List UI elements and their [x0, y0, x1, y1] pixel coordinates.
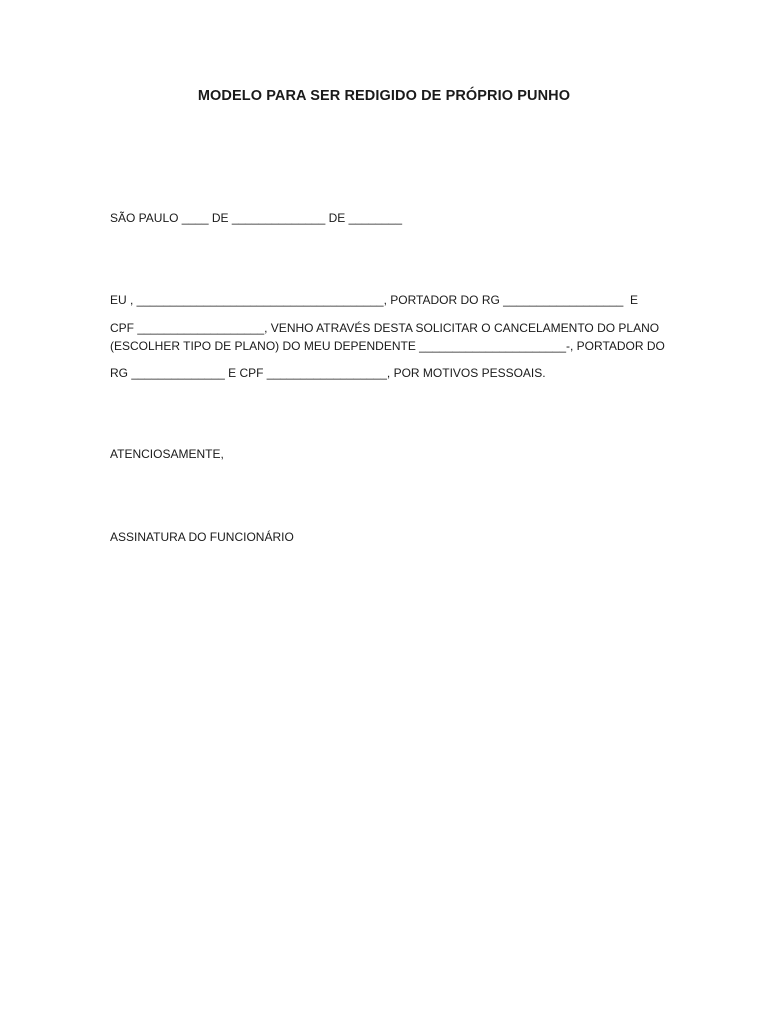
body-line-2: CPF ___________________, VENHO ATRAVÉS DESTA SOLICITAR O CANCELAMENTO DO PLANO — [110, 321, 660, 335]
document-title: MODELO PARA SER REDIGIDO DE PRÓPRIO PUNHO — [197, 88, 571, 104]
date-line: SÃO PAULO ____ DE ______________ DE ________ — [110, 211, 402, 225]
signature-label: ASSINATURA DO FUNCIONÁRIO — [110, 530, 294, 544]
body-line-4: RG ______________ E CPF __________________, POR MOTIVOS PESSOAIS. — [110, 366, 546, 380]
closing-text: ATENCIOSAMENTE, — [110, 447, 224, 461]
body-line-3: (ESCOLHER TIPO DE PLANO) DO MEU DEPENDENTE ______________________-, PORTADOR DO — [110, 339, 665, 353]
body-line-1: EU , _____________________________________, PORTADOR DO RG __________________ E — [110, 293, 638, 307]
